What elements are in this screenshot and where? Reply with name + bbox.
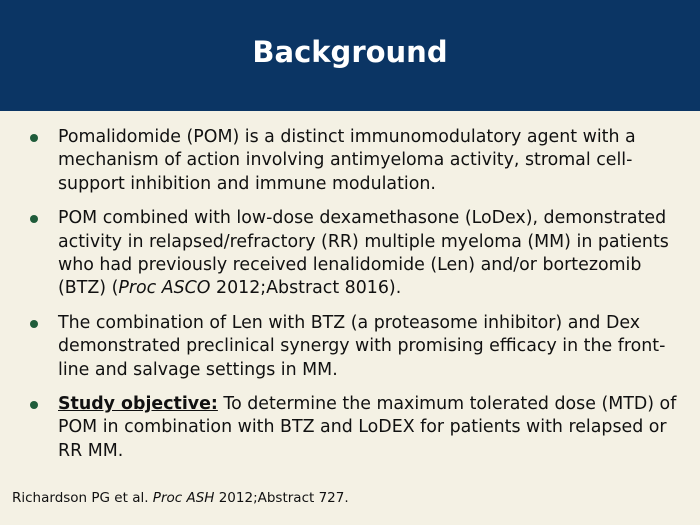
bullet-item-study-objective — [30, 393, 682, 463]
bullet-dot-icon — [30, 401, 38, 409]
journal-name: Proc ASCO — [118, 278, 211, 299]
bullet-list — [30, 126, 682, 474]
bullet-dot-icon — [30, 134, 38, 142]
bullet-dot-icon — [30, 320, 38, 328]
bullet-text-end: 2012;Abstract 8016). — [210, 278, 402, 299]
citation — [12, 489, 349, 507]
bullet-text: The combination of Len with BTZ (a proteasome inhibitor) and Dex demonstrated preclinical synergy with promising efficacy in the front-line and salvage settings in MM. — [58, 312, 666, 380]
bullet-text-main: POM combined with low-dose dexamethasone (LoDex), demonstrated activity in relapsed/refractory (RR) multiple myeloma (MM) in patients who had previously received lenalidomide (Len) and/or bortezomib (BTZ) ( — [58, 208, 669, 299]
bullet-item-pom-lodex — [30, 207, 682, 301]
bullet-text — [58, 207, 682, 301]
study-objective-text: To determine the maximum tolerated dose (MTD) of POM in combination with BTZ and LoDEX for patients with relapsed or RR MM. — [58, 394, 677, 461]
bullet-item-pomalidomide — [30, 126, 682, 196]
bullet-text — [58, 393, 682, 463]
bullet-item-len-btz — [30, 312, 682, 382]
study-objective-label: Study objective: — [58, 394, 218, 415]
slide-title: Background — [252, 34, 448, 69]
bullet-dot-icon — [30, 215, 38, 223]
title-bar — [0, 0, 700, 111]
citation-authors: Richardson PG et al. — [12, 490, 153, 506]
citation-journal: Proc ASH — [152, 490, 215, 506]
citation-details: 2012;Abstract 727. — [214, 490, 349, 506]
bullet-text: Pomalidomide (POM) is a distinct immunomodulatory agent with a mechanism of action involving antimyeloma activity, stromal cell-support inhibition and immune modulation. — [58, 127, 636, 194]
